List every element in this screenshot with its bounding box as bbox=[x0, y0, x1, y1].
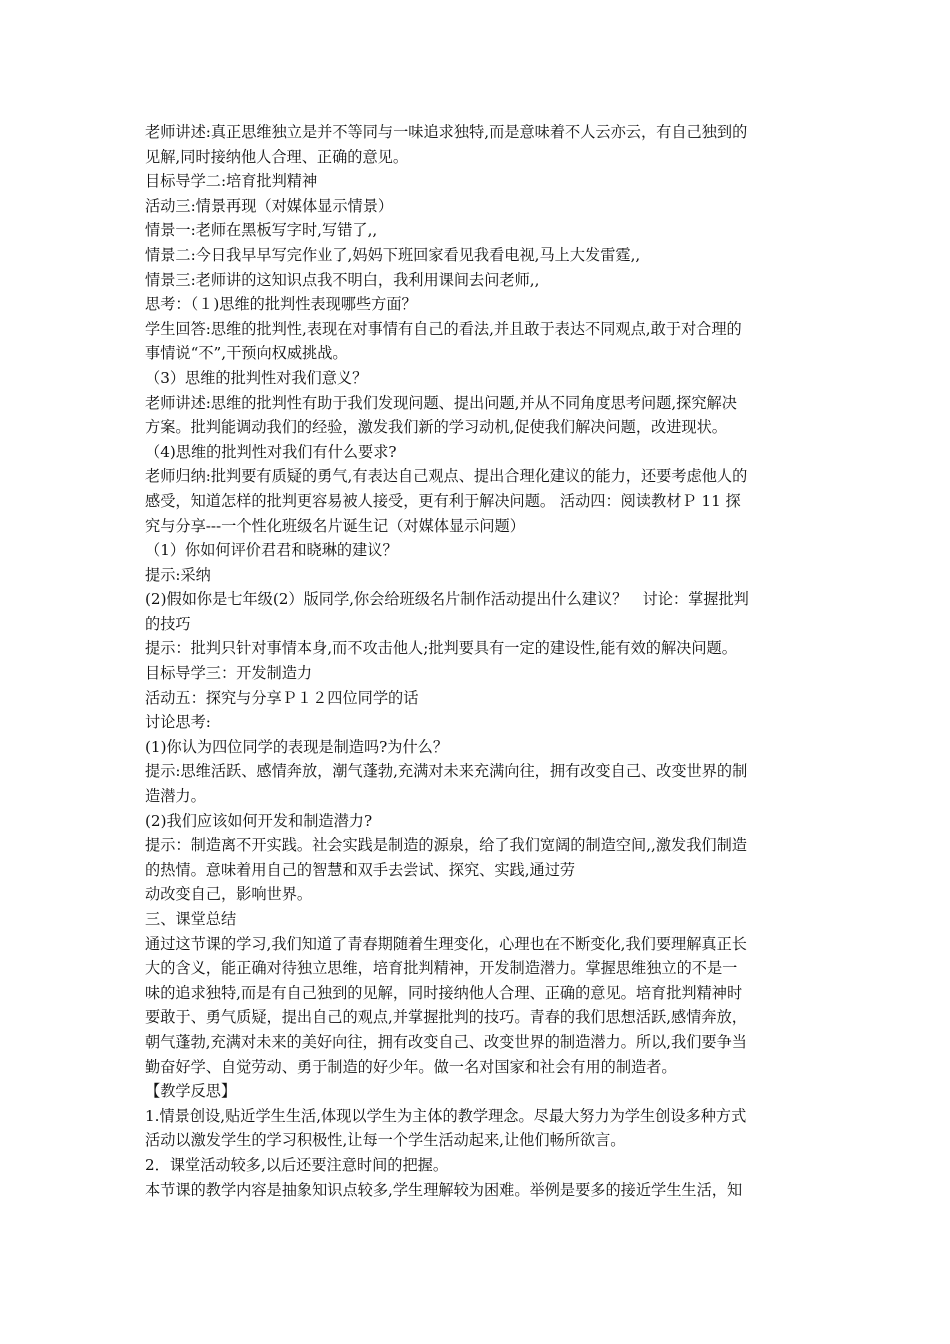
paragraph bbox=[145, 1104, 807, 1153]
text-line: 勤奋好学、自觉劳动、勇于制造的好少年。做一名对国家和社会有用的制造者。 bbox=[145, 1057, 677, 1076]
paragraph bbox=[145, 686, 807, 711]
text-line: 目标导学三：开发制造力 bbox=[145, 664, 313, 683]
text-line: （4)思维的批判性对我们有什么要求? bbox=[145, 442, 397, 461]
text-line: 提示:思维活跃、感情奔放，潮气蓬勃,充满对未来充满向往，拥有改变自己、改变世界的制 bbox=[145, 762, 748, 781]
paragraph bbox=[145, 809, 807, 834]
text-line: 老师归纳:批判要有质疑的勇气,有表达自己观点、提出合理化建议的能力，还要考虑他人的 bbox=[145, 467, 748, 486]
text-line: 通过这节课的学习,我们知道了青春期随着生理变化，心理也在不断变化,我们要理解真正长 bbox=[145, 934, 747, 953]
paragraph bbox=[145, 636, 807, 661]
text-line: 感受，知道怎样的批判更容易被人接受，更有利于解决问题。 活动四：阅读教材Ｐ 11 探 bbox=[145, 491, 741, 510]
text-line: 的热情。意味着用自己的智慧和双手去尝试、探究、实践,通过劳 bbox=[145, 860, 576, 879]
text-line: 1.情景创设,贴近学生生活,体现以学生为主体的教学理念。尽最大努力为学生创设多种方式 bbox=[145, 1106, 747, 1125]
text-line: 目标导学二:培育批判精神 bbox=[145, 172, 318, 191]
text-line: 学生回答:思维的批判性,表现在对事情有自己的看法,并且敢于表达不同观点,敢于对合理的 bbox=[145, 319, 742, 338]
paragraph bbox=[145, 661, 807, 686]
paragraph bbox=[145, 317, 807, 366]
paragraph bbox=[145, 366, 807, 391]
text-line: 见解,同时接纳他人合理、正确的意见。 bbox=[145, 147, 409, 166]
text-line: 提示：批判只针对事情本身,而不攻击他人;批判要具有一定的建设性,能有效的解决问题。 bbox=[145, 639, 737, 658]
text-line: 提示：制造离不开实践。社会实践是制造的源泉，给了我们宽阔的制造空间,,激发我们制造 bbox=[145, 836, 747, 855]
text-line: 朝气蓬勃,充满对未来的美好向往，拥有改变自己、改变世界的制造潜力。所以,我们要争当 bbox=[145, 1032, 747, 1051]
paragraph bbox=[145, 735, 807, 760]
text-line: 事情说“不”,干预向权威挑战。 bbox=[145, 344, 348, 363]
paragraph bbox=[145, 907, 807, 932]
text-line: （3）思维的批判性对我们意义？ bbox=[145, 368, 368, 387]
text-line: 老师讲述:真正思维独立是并不等同与一味追求独特,而是意味着不人云亦云，有自己独到的 bbox=[145, 123, 748, 141]
text-line: （1）你如何评价君君和晓琳的建议？ bbox=[145, 541, 398, 560]
paragraph bbox=[145, 538, 807, 563]
text-line: 【教学反思】 bbox=[145, 1082, 237, 1101]
paragraph bbox=[145, 440, 807, 465]
text-line: 情景三:老师讲的这知识点我不明白，我利用课间去问老师,, bbox=[145, 270, 540, 289]
paragraph bbox=[145, 587, 807, 636]
paragraph bbox=[145, 169, 807, 194]
text-line: 情景二:今日我早早写完作业了,妈妈下班回家看见我看电视,马上大发雷霆,, bbox=[145, 245, 641, 264]
text-line: 情景一:老师在黑板写字时,写错了,, bbox=[145, 221, 378, 240]
text-line: 究与分享---一个性化班级名片诞生记（对媒体显示问题） bbox=[145, 516, 525, 535]
text-line: (2)假如你是七年级(2）版同学,你会给班级名片制作活动提出什么建议？ 讨论：掌握批判 bbox=[145, 590, 749, 609]
text-line: 大的含义，能正确对待独立思维，培育批判精神，开发制造潜力。掌握思维独立的不是一 bbox=[145, 959, 738, 978]
paragraph bbox=[145, 243, 807, 268]
text-line: 味的追求独特,而是有自己独到的见解，同时接纳他人合理、正确的意见。培育批判精神时 bbox=[145, 983, 743, 1002]
paragraph bbox=[145, 268, 807, 293]
paragraph bbox=[145, 120, 807, 169]
paragraph bbox=[145, 932, 807, 1080]
text-line: 的技巧 bbox=[145, 614, 191, 633]
paragraph bbox=[145, 464, 807, 538]
text-line: (1)你认为四位同学的表现是制造吗?为什么？ bbox=[145, 737, 449, 756]
paragraph bbox=[145, 833, 807, 882]
text-line: (2)我们应该如何开发和制造潜力? bbox=[145, 811, 373, 830]
text-line: 动改变自己，影响世界。 bbox=[145, 885, 313, 904]
text-line: 活动三:情景再现（对媒体显示情景） bbox=[145, 196, 394, 215]
paragraph bbox=[145, 1153, 807, 1178]
paragraph bbox=[145, 292, 807, 317]
text-line: 提示:采纳 bbox=[145, 565, 211, 584]
document-body bbox=[145, 120, 807, 1202]
text-line: 2．课堂活动较多,以后还要注意时间的把握。 bbox=[145, 1155, 449, 1174]
text-line: 本节课的教学内容是抽象知识点较多,学生理解较为困难。举例是要多的接近学生生活，知 bbox=[145, 1180, 743, 1199]
text-line: 思考：（１)思维的批判性表现哪些方面？ bbox=[145, 295, 417, 314]
text-line: 活动以激发学生的学习积极性,让每一个学生活动起来,让他们畅所欲言。 bbox=[145, 1131, 626, 1150]
text-line: 三、课堂总结 bbox=[145, 910, 237, 928]
text-line: 讨论思考: bbox=[145, 713, 211, 732]
paragraph bbox=[145, 563, 807, 588]
paragraph bbox=[145, 218, 807, 243]
text-line: 要敢于、勇气质疑，提出自己的观点,并掌握批判的技巧。青春的我们思想活跃,感情奔放， bbox=[145, 1008, 747, 1027]
paragraph bbox=[145, 759, 807, 808]
paragraph bbox=[145, 710, 807, 735]
text-line: 活动五：探究与分享Ｐ１２四位同学的话 bbox=[145, 688, 419, 707]
paragraph bbox=[145, 882, 807, 907]
paragraph bbox=[145, 1079, 807, 1104]
text-line: 老师讲述:思维的批判性有助于我们发现问题、提出问题,并从不同角度思考问题,探究解决 bbox=[145, 393, 737, 412]
text-line: 方案。批判能调动我们的经验，激发我们新的学习动机,促使我们解决问题，改进现状。 bbox=[145, 418, 727, 437]
paragraph bbox=[145, 391, 807, 440]
paragraph bbox=[145, 194, 807, 219]
text-line: 造潜力。 bbox=[145, 787, 206, 806]
paragraph bbox=[145, 1178, 807, 1203]
